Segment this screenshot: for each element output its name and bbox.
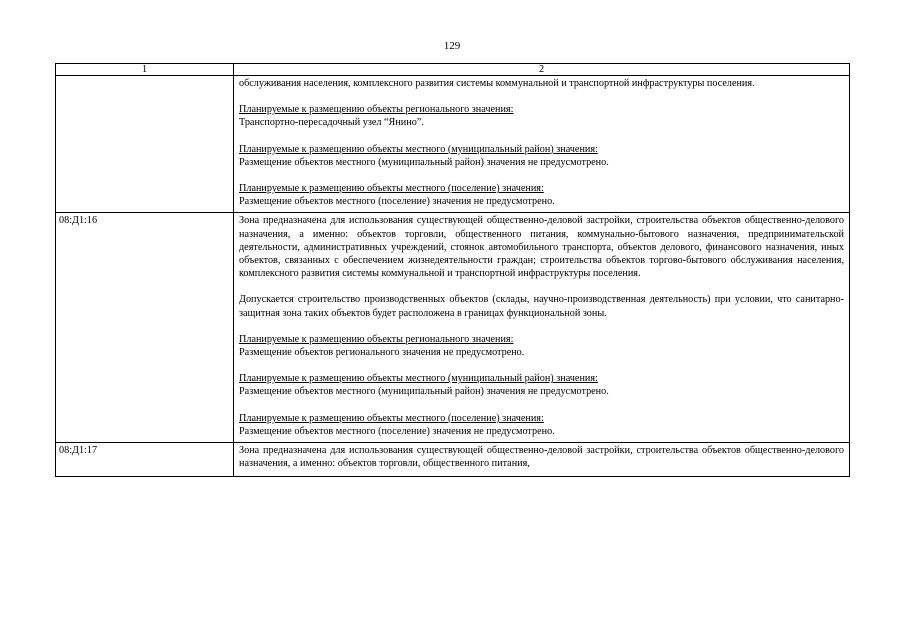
zone-description-text: обслуживания населения, комплексного развития системы коммунальной и транспортной инфраструктуры поселения.: [239, 78, 755, 89]
section-text: Размещение объектов местного (муниципальный район) значения не предусмотрено.: [239, 156, 609, 168]
column-header-1: 1: [56, 64, 234, 76]
section-heading: Планируемые к размещению объекты регионального значения:: [239, 104, 514, 116]
table-row: [56, 76, 850, 213]
planned-objects-section: [239, 103, 844, 129]
planned-objects-section: [239, 182, 844, 208]
section-heading: Планируемые к размещению объекты местного (поселение) значения:: [239, 412, 544, 424]
section-text: Размещение объектов местного (поселение) значения не предусмотрено.: [239, 425, 555, 437]
page-number: 129: [443, 40, 461, 52]
section-text: Размещение объектов регионального значения не предусмотрено.: [239, 347, 525, 359]
section-text: Размещение объектов местного (поселение) значения не предусмотрено.: [239, 196, 555, 208]
table-row: [56, 443, 850, 477]
column-header-2: 2: [234, 64, 850, 76]
zone-description-cell: [234, 213, 850, 443]
section-text: Транспортно-пересадочный узел “Янино”.: [239, 117, 424, 129]
planned-objects-section: [239, 412, 844, 438]
planned-objects-section: [239, 372, 844, 398]
zone-table: [55, 63, 850, 477]
zone-description-cell: [234, 443, 850, 477]
planned-objects-section: [239, 143, 844, 169]
header-row: [56, 64, 850, 76]
planned-objects-section: [239, 333, 844, 359]
section-heading: Планируемые к размещению объекты регионального значения:: [239, 333, 514, 345]
zone-description-cell: [234, 76, 850, 213]
zone-note-text: Допускается строительство производственных объектов (склады, научно-производственная деятельность) при условии, что санитарно-защитная зона таких объектов будет расположена в границах функциональной зоны.: [239, 294, 844, 319]
zone-description-text: Зона предназначена для использования существующей общественно-деловой застройки, строительства объектов общественно-делового назначения, а именно: объектов торговли, общественного питания,: [239, 445, 844, 470]
section-text: Размещение объектов местного (муниципальный район) значения не предусмотрено.: [239, 386, 609, 398]
zone-description-text: Зона предназначена для использования существующей общественно-деловой застройки, строительства объектов общественно-делового назначения, а именно: объектов торговли, общественного питания, коммунально-бытового назначения, предпринимательской деятельности, административных учреждений, стоянок автомобильного транспорта, объектов делового, финансового назначения, иных объектов, связанных с обеспечением жизнедеятельности граждан; строительства объектов торгово-бытового обслуживания населения, комплексного развития системы коммунальной и транспортной инфраструктуры поселения.: [239, 215, 844, 280]
zone-code-cell: 08:Д1:17: [56, 443, 234, 477]
section-heading: Планируемые к размещению объекты местного (муниципальный район) значения:: [239, 373, 598, 385]
zone-code-cell: 08:Д1:16: [56, 213, 234, 443]
section-heading: Планируемые к размещению объекты местного (муниципальный район) значения:: [239, 143, 598, 155]
table-row: [56, 213, 850, 443]
section-heading: Планируемые к размещению объекты местного (поселение) значения:: [239, 183, 544, 195]
zone-code-cell: [56, 76, 234, 213]
